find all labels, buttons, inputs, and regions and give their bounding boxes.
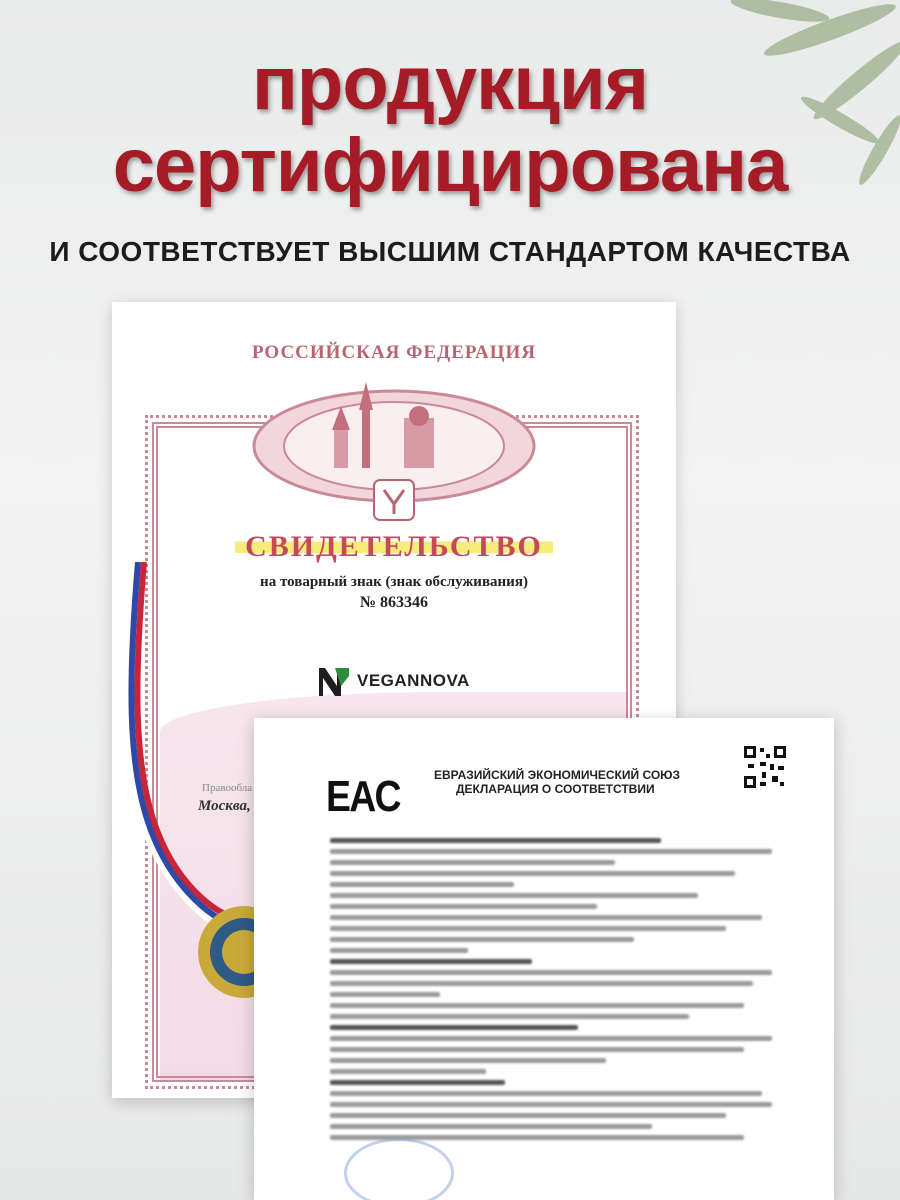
conformity-declaration	[254, 718, 834, 1200]
certificate-number: № 863346	[359, 594, 429, 611]
headline-line-2: сертифицирована	[112, 123, 788, 208]
kremlin-emblem-icon	[244, 368, 544, 523]
holder-city: Москва,	[198, 798, 251, 814]
certificate-subtitle: на товарный знак (знак обслуживания)	[260, 574, 528, 590]
subtitle: И СООТВЕТСТВУЕТ ВЫСШИМ СТАНДАРТОМ КАЧЕСТВА	[49, 236, 851, 267]
blue-stamp	[344, 1138, 454, 1200]
declaration-heading-2: ДЕКЛАРАЦИЯ О СООТВЕТСТВИИ	[456, 782, 655, 796]
vegannova-logo-icon	[317, 664, 351, 698]
certificate-title: СВИДЕТЕЛЬСТВО	[112, 530, 676, 564]
certificate-country: РОССИЙСКАЯ ФЕДЕРАЦИЯ	[251, 342, 537, 363]
headline-line-1: продукция	[251, 41, 648, 126]
declaration-heading-1: ЕВРАЗИЙСКИЙ ЭКОНОМИЧЕСКИЙ СОЮЗ	[434, 768, 681, 782]
tricolor-ribbon	[112, 562, 252, 942]
brand-logo	[317, 664, 470, 698]
declaration-body-text	[330, 838, 790, 1146]
qr-code-icon	[744, 746, 786, 788]
eac-mark: EAC	[326, 772, 400, 821]
holder-label: Правообла	[202, 782, 253, 794]
brand-name: VEGANNOVA	[357, 671, 470, 690]
